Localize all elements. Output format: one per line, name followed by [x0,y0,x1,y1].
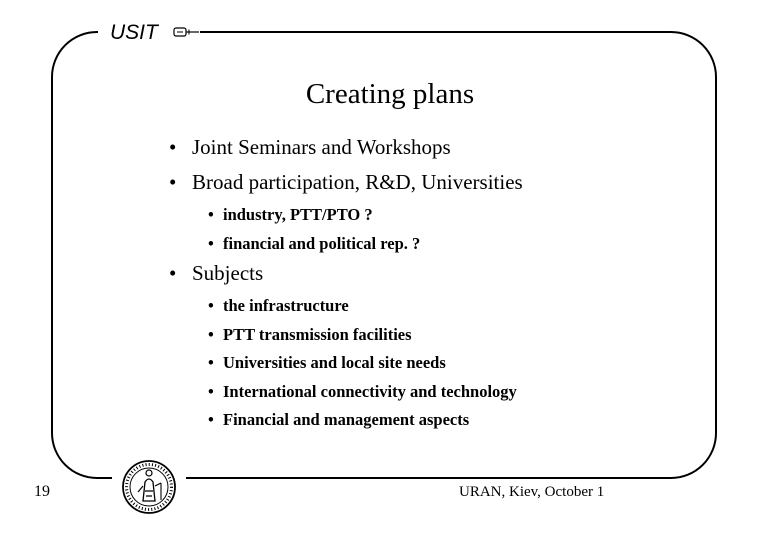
sub-bullet-list-subjects [208,292,517,435]
bullet-item [169,256,263,291]
sub-bullet-text: financial and political rep. ? [223,233,421,253]
sub-bullet-item [208,406,517,435]
usit-cable-icon [173,26,199,38]
footer-text: URAN, Kiev, October 1 [459,484,605,500]
bullet-marker: • [169,170,177,194]
bullet-marker: • [208,233,214,253]
sub-bullet-text: PTT transmission facilities [223,324,412,344]
bullet-text: Subjects [192,261,264,285]
university-seal-icon [119,458,179,516]
bullet-item [169,165,523,200]
slide-title: Creating plans [305,78,475,110]
sub-bullet-text: Financial and management aspects [223,410,470,429]
bullet-marker: • [169,135,177,159]
bullet-marker: • [208,324,214,344]
bullet-marker: • [208,410,214,429]
sub-bullet-text: International connectivity and technology [223,381,517,401]
bullet-text: Broad participation, R&D, Universities [192,170,523,194]
bullet-marker: • [208,296,214,315]
bullet-marker: • [208,353,214,372]
sub-bullet-item [208,201,420,230]
bullet-list-top [169,130,523,200]
sub-bullet-item [208,321,517,350]
sub-bullet-list-top [208,201,420,258]
sub-bullet-item [208,292,517,321]
bullet-marker: • [208,205,214,224]
sub-bullet-text: Universities and local site needs [223,353,446,372]
page-number: 19 [34,483,50,500]
org-label: USIT [110,21,158,44]
bullet-marker: • [169,261,177,285]
sub-bullet-text: the infrastructure [223,296,349,315]
sub-bullet-item [208,349,517,378]
sub-bullet-text: industry, PTT/PTO ? [223,205,373,224]
bullet-item [169,130,523,165]
bullet-text: Joint Seminars and Workshops [192,135,451,159]
sub-bullet-item [208,230,420,259]
bullet-marker: • [208,381,214,401]
bullet-list-subjects [169,256,263,291]
sub-bullet-item [208,378,517,407]
